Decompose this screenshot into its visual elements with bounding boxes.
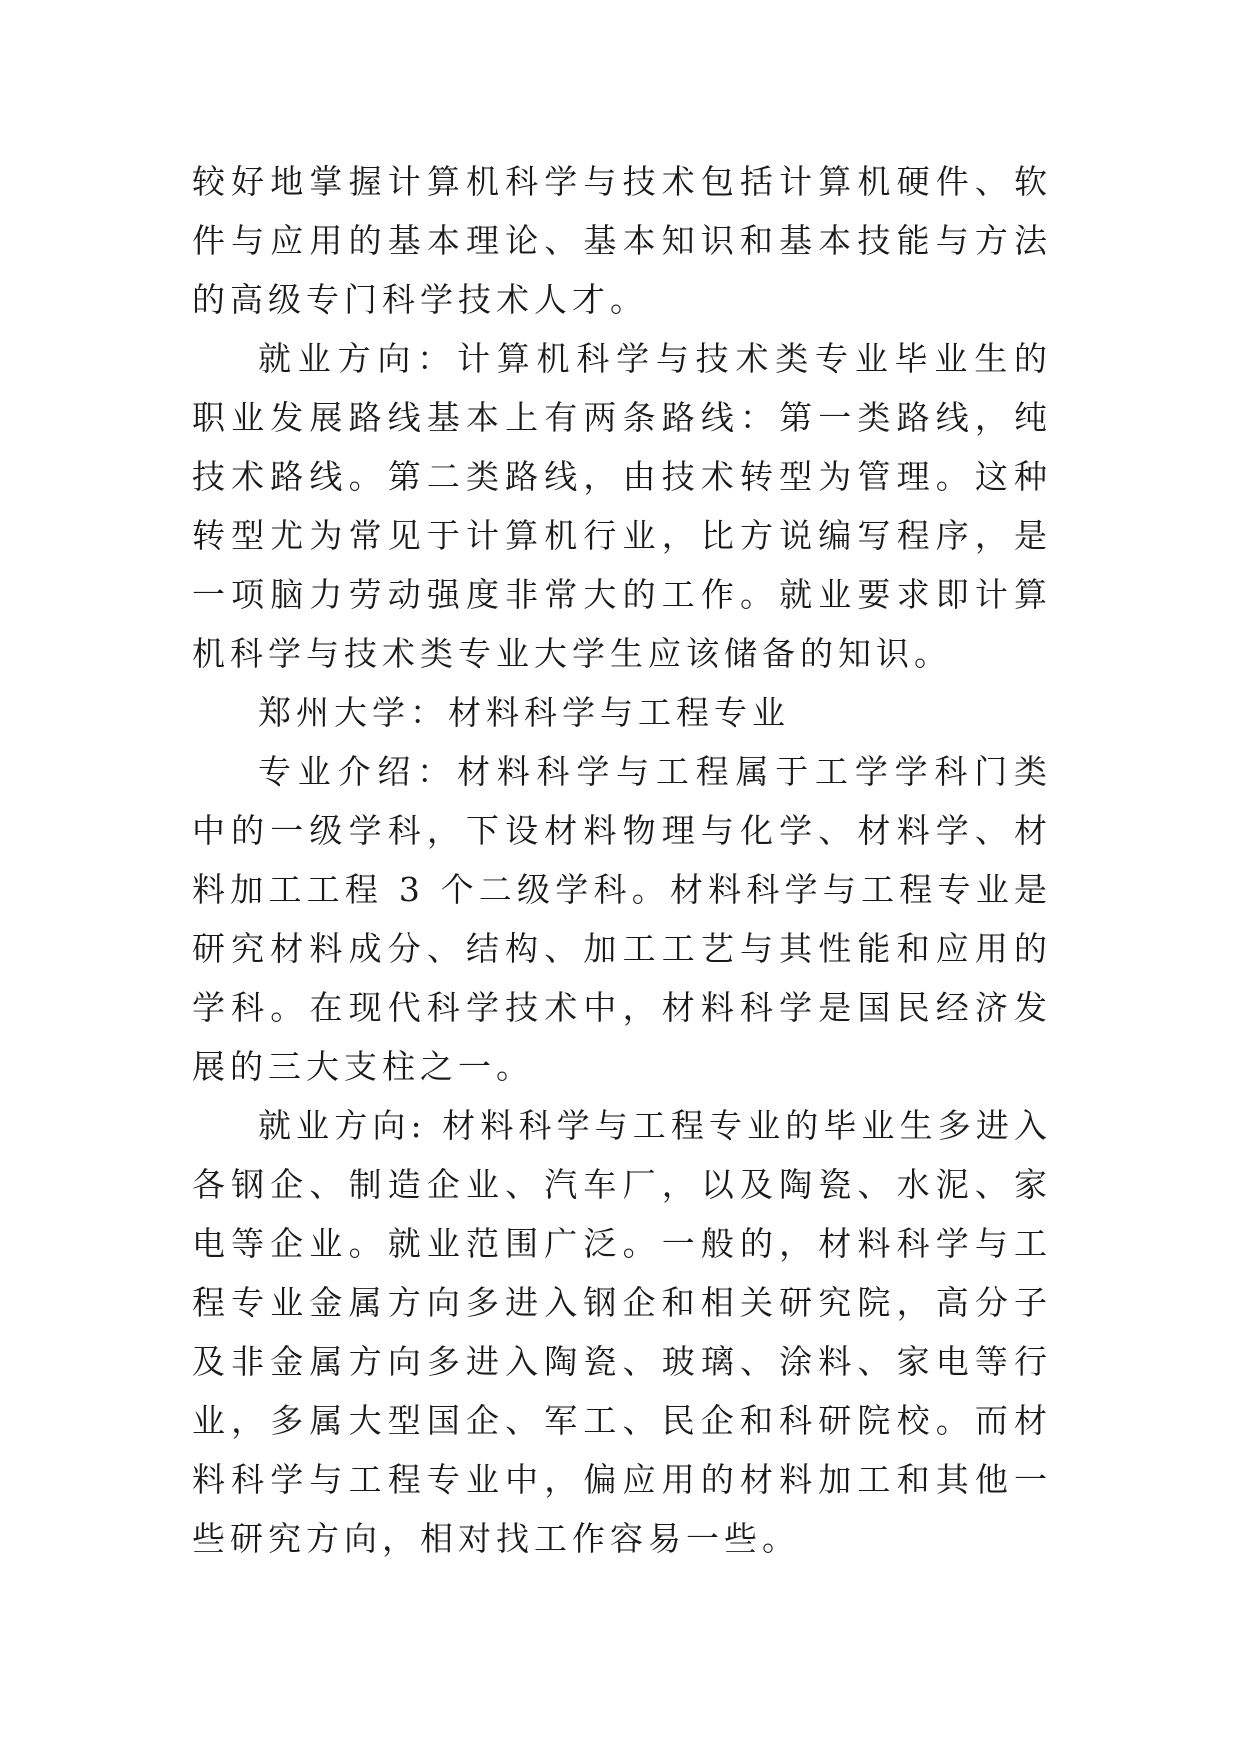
paragraph-cs-employment: 就业方向：计算机科学与技术类专业毕业生的职业发展路线基本上有两条路线：第一类路线，纯技术路线。第二类路线，由技术转型为管理。这种转型尤为常见于计算机行业，比方说编写程序，是一项脑力劳动强度非常大的工作。就业要求即计算机科学与技术类专业大学生应该储备的知识。 xyxy=(192,339,1052,673)
paragraph-continuation: 较好地掌握计算机科学与技术包括计算机硬件、软件与应用的基本理论、基本知识和基本技能与方法的高级专门科学技术人才。 xyxy=(192,162,1052,319)
document-body xyxy=(192,152,1052,1568)
paragraph-materials-intro: 专业介绍：材料科学与工程属于工学学科门类中的一级学科，下设材料物理与化学、材料学、材料加工工程 3 个二级学科。材料科学与工程专业是研究材料成分、结构、加工工艺与其性能和应用的学科。在现代科学技术中，材料科学是国民经济发展的三大支柱之一。 xyxy=(192,752,1052,1086)
section-heading-zzu-materials: 郑州大学：材料科学与工程专业 xyxy=(258,693,790,732)
paragraph-materials-employment: 就业方向: 材料科学与工程专业的毕业生多进入各钢企、制造企业、汽车厂，以及陶瓷、水泥、家电等企业。就业范围广泛。一般的，材料科学与工程专业金属方向多进入钢企和相关研究院，高分子及非金属方向多进入陶瓷、玻璃、涂料、家电等行业，多属大型国企、军工、民企和科研院校。而材料科学与工程专业中，偏应用的材料加工和其他一些研究方向，相对找工作容易一些。 xyxy=(192,1106,1052,1558)
